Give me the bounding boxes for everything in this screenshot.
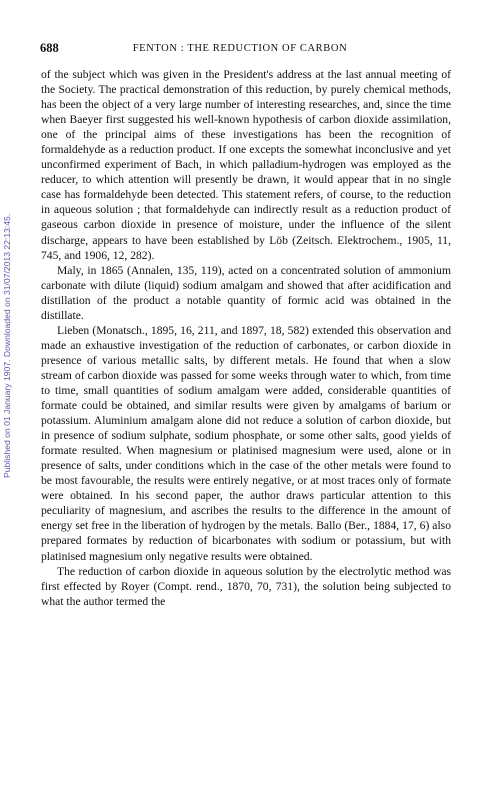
running-title: FENTON : THE REDUCTION OF CARBON bbox=[132, 43, 348, 54]
paragraph: Lieben (Monatsch., 1895, 16, 211, and 1897, 18, 582) extended this observation and made an exhaustive investigation of the reduction of carbonates, or carbon dioxide in presence of various metallic salts, by different metals. He found that when a slow stream of carbon dioxide was passed for some weeks through water to which, from time to time, small quantities of sodium amalgam were added, considerable quantities of formate could be obtained, and similar results were given by amalgams of barium or potassium. Aluminium amalgam alone did not reduce a solution of carbon dioxide, but in presence of sodium sulphate, sodium phosphate, or some other salts, good yields of formate resulted. When magnesium or platinised magnesium were used, alone or in presence of salts, under conditions which in the case of the other metals were found to be most favourable, the results were entirely negative, or at most traces only of formate were obtained. In his second paper, the author draws particular attention to this peculiarity of magnesium, and ascribes the results to the difference in the amount of energy set free in the liberation of hydrogen by the metals. Ballo (Ber., 1884, 17, 6) also prepared formates by reduction of bicarbonates with sodium or potassium, but with platinised magnesium only negative results were obtained. bbox=[41, 323, 451, 563]
paragraph: Maly, in 1865 (Annalen, 135, 119), acted on a concentrated solution of ammonium carbonate with dilute (liquid) sodium amalgam and showed that after acidification and distillation of the product a notable quantity of formic acid was obtained in the distillate. bbox=[41, 263, 451, 322]
page-number: 688 bbox=[40, 41, 59, 55]
article-body bbox=[41, 67, 451, 609]
publication-stamp: Published on 01 January 1907. Downloaded on 31/07/2013 22:13:45. bbox=[2, 213, 12, 478]
paragraph: of the subject which was given in the President's address at the last annual meeting of the Society. The practical demonstration of this reduction, by purely chemical methods, has been the object of a very large number of interesting researches, and, since the time when Baeyer first suggested his well-known hypothesis of carbon dioxide assimilation, one of the principal aims of these investigations has been the recognition of formaldehyde as a reduction product. If one excepts the somewhat inconclusive and yet unconfirmed experiment of Bach, in which palladium-hydrogen was employed as the reducer, to which attention will presently be drawn, it would appear that in no single case has formaldehyde been detected. This statement refers, of course, to the reduction in aqueous solution ; that formaldehyde can indirectly result as a reduction product of gaseous carbon dioxide in presence of moisture, under the influence of the silent discharge, appears to have been established by Löb (Zeitsch. Elektrochem., 1905, 11, 745, and 1906, 12, 282). bbox=[41, 68, 451, 262]
paragraph: The reduction of carbon dioxide in aqueous solution by the electrolytic method was first effected by Royer (Compt. rend., 1870, 70, 731), the solution being subjected to what the author termed the bbox=[41, 564, 451, 608]
